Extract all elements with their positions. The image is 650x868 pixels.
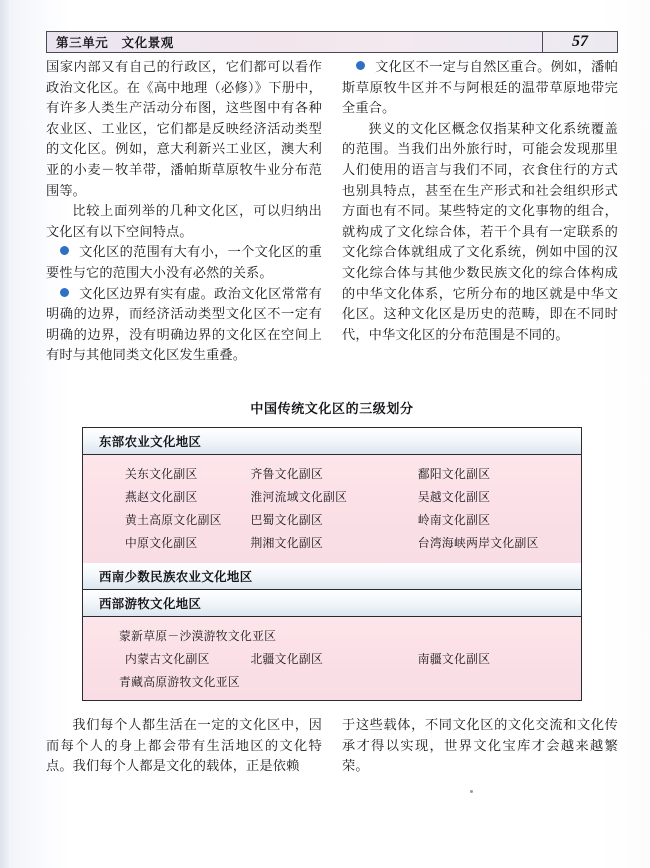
left-bullet-item-2 <box>46 285 322 367</box>
subregion-cell: 内蒙古文化副区 <box>125 652 210 666</box>
bullet-dot-icon <box>356 61 365 70</box>
subregion-cell: 巴蜀文化副区 <box>250 513 324 527</box>
closing-paragraph-left: 我们每个人都生活在一定的文化区中，因而每个人的身上都会带有生活地区的文化特点。我们每个人都是文化的载体，正是依赖 <box>46 718 322 775</box>
body-columns <box>46 58 618 367</box>
subregion-cell: 台湾海峡两岸文化副区 <box>417 536 539 550</box>
figure-title: 中国传统文化区的三级划分 <box>250 402 414 417</box>
left-bullet-text-2: 文化区边界有实有虚。政治文化区常常有明确的边界，而经济活动类型文化区不一定有明确的边界，没有明确边界的文化区在空间上有时与其他同类文化区发生重叠。 <box>46 286 322 364</box>
right-paragraph-1: 狭义的文化区概念仅指某种文化系统覆盖的范围。当我们出外旅行时，可能会发现那里人们使用的语言与我们不同，衣食住行的方式也别具特点，甚至在生产形式和社会组织形式方面也有不同。某些特定的文化事物的组合，就构成了文化综合体，若干个具有一定联系的文化综合体就组成了文化系统，例如中国的汉文化综合体与其他少数民族文化的综合体构成的中华文化体系，它所分布的地区就是中华文化区。这种文化区是历史的范畴，即在不同时代，中华文化区的分布范围是不同的。 <box>342 121 618 343</box>
region-band-western-pastoral: 西部游牧文化地区 <box>83 590 581 617</box>
running-header <box>46 31 618 53</box>
right-bullet-text-1: 文化区不一定与自然区重合。例如，潘帕斯草原牧牛区并不与阿根廷的温带草原地带完全重合。 <box>342 60 618 117</box>
left-bullet-item-1 <box>46 243 322 284</box>
region-band-eastern-agriculture: 东部农业文化地区 <box>83 428 581 455</box>
closing-left-column <box>46 716 322 778</box>
subregion-group-eastern <box>83 455 581 563</box>
table-row <box>83 647 581 670</box>
page-number: 57 <box>542 32 617 52</box>
closing-columns <box>46 716 618 778</box>
left-column <box>46 58 322 367</box>
page-speck <box>470 790 473 793</box>
subregion-cell: 吴越文化副区 <box>417 490 491 504</box>
subregion-cell: 南疆文化副区 <box>417 652 491 666</box>
region-band-southwest-minority-agriculture: 西南少数民族农业文化地区 <box>83 563 581 590</box>
left-paragraph-2: 比较上面列举的几种文化区，可以归纳出文化区有以下空间特点。 <box>46 204 322 240</box>
left-paragraph-1: 国家内部又有自己的行政区，它们都可以看作政治文化区。在《高中地理（必修）》下册中，有许多人类生产活动分布图，这些图中有各种农业区、工业区，它们都是反映经济活动类型的文化区。例如，意大利新兴工业区，澳大利亚的小麦－牧羊带，潘帕斯草原牧牛业分布范围等。 <box>46 60 322 199</box>
subregion-cell: 岭南文化副区 <box>417 513 491 527</box>
right-bullet-item-1 <box>342 58 618 120</box>
subzone-qinghai-tibet-plateau-pastoral: 青藏高原游牧文化亚区 <box>119 675 240 689</box>
subregion-cell: 关东文化副区 <box>125 467 198 481</box>
table-row <box>83 531 581 554</box>
table-row <box>83 508 581 531</box>
subregion-cell: 燕赵文化副区 <box>125 490 198 504</box>
unit-title: 第三单元 文化景观 <box>56 35 174 50</box>
subregion-cell: 北疆文化副区 <box>250 652 324 666</box>
table-row <box>83 485 581 508</box>
right-column <box>342 58 618 367</box>
subregion-group-western <box>83 617 581 700</box>
subzone-mongolia-xinjiang-grassland-desert: 蒙新草原－沙漠游牧文化亚区 <box>119 629 277 643</box>
subregion-cell: 黄土高原文化副区 <box>125 513 222 527</box>
subregion-cell: 中原文化副区 <box>125 536 198 550</box>
subregion-cell: 淮河流域文化副区 <box>250 490 348 504</box>
figure-block <box>46 398 618 701</box>
subregion-cell: 鄱阳文化副区 <box>417 467 491 481</box>
subregion-cell: 荆湘文化副区 <box>250 536 324 550</box>
closing-paragraph-right: 于这些载体，不同文化区的文化交流和文化传承才得以实现，世界文化宝库才会越来越繁荣。 <box>342 718 618 775</box>
bullet-dot-icon <box>60 246 69 255</box>
classification-diagram <box>82 427 582 701</box>
subregion-cell: 齐鲁文化副区 <box>250 467 324 481</box>
closing-right-column <box>342 716 618 778</box>
table-row <box>83 462 581 485</box>
bullet-dot-icon <box>60 288 69 297</box>
left-bullet-text-1: 文化区的范围有大有小，一个文化区的重要性与它的范围大小没有必然的关系。 <box>46 245 322 281</box>
